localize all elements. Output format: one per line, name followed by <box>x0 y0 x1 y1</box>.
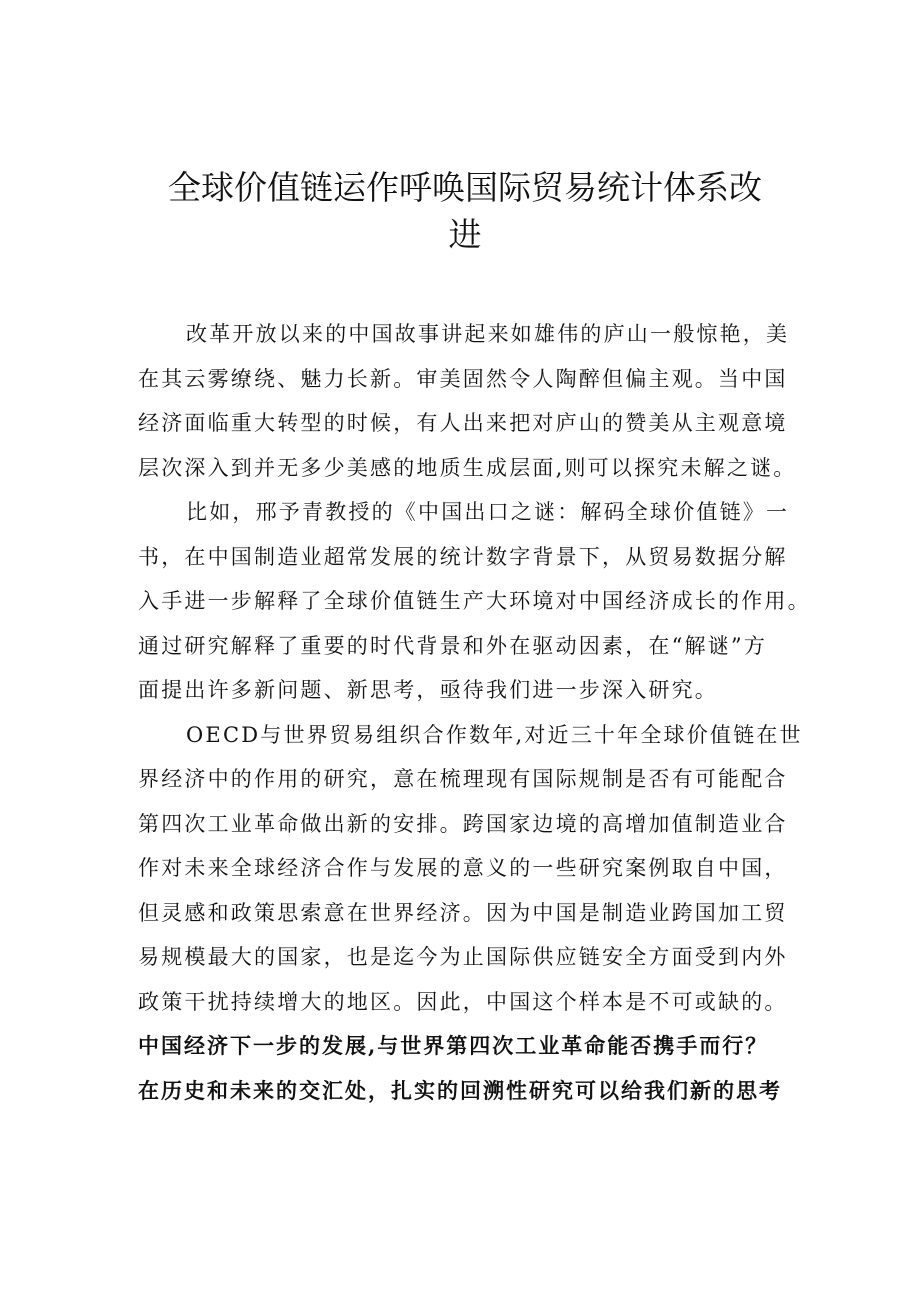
document-title <box>140 164 790 258</box>
paragraph-3-line-5: 但灵感和政策思索意在世界经济。因为中国是制造业跨国加工贸 <box>138 900 788 925</box>
paragraph-2-line-5: 面提出许多新问题、新思考，亟待我们进一步深入研究。 <box>138 678 718 702</box>
paragraph-2-line-2: 书，在中国制造业超常发展的统计数字背景下，从贸易数据分解 <box>138 544 788 569</box>
paragraph-1-line-1: 改革开放以来的中国故事讲起来如雄伟的庐山一般惊艳，美 <box>186 322 790 346</box>
paragraph-3-line-7: 政策干扰持续增大的地区。因此，中国这个样本是不可或缺的。 <box>138 989 788 1014</box>
paragraph-1-line-2: 在其云雾缭绕、魅力长新。审美固然令人陶醉但偏主观。当中国 <box>138 366 788 391</box>
paragraph-3-line-3: 第四次工业革命做出新的安排。跨国家边境的高增加值制造业合 <box>138 811 788 836</box>
paragraph-3-line-2: 界经济中的作用的研究，意在梳理现有国际规制是否有可能配合 <box>138 767 788 791</box>
document-body <box>138 312 810 1113</box>
title-line-2: 进 <box>448 215 482 254</box>
title-line-1: 全球价值链运作呼唤国际贸易统计体系改 <box>168 168 762 207</box>
paragraph-1-line-4: 层次深入到并无多少美感的地质生成层面,则可以探究未解之谜。 <box>138 455 797 480</box>
bold-line-2: 在历史和未来的交汇处，扎实的回溯性研究可以给我们新的思考 <box>138 1077 782 1103</box>
paragraph-1-line-3: 经济面临重大转型的时候，有人出来把对庐山的赞美从主观意境 <box>138 411 788 435</box>
paragraph-3-line-4: 作对未来全球经济合作与发展的意义的一些研究案例取自中国， <box>138 856 788 880</box>
paragraph-3-line-1: OECD与世界贸易组织合作数年,对近三十年全球价值链在世 <box>186 722 803 747</box>
bold-line-1: 中国经济下一步的发展,与世界第四次工业革命能否携手而行？ <box>138 1033 769 1058</box>
paragraph-2-line-3: 入手进一步解释了全球价值链生产大环境对中国经济成长的作用。 <box>138 589 811 613</box>
paragraph-2-line-1: 比如，邢予青教授的《中国出口之谜：解码全球价值链》一 <box>186 500 790 524</box>
paragraph-3-line-6: 易规模最大的国家，也是迄今为止国际供应链安全方面受到内外 <box>138 945 788 969</box>
paragraph-2-line-4: 通过研究解释了重要的时代背景和外在驱动因素，在“解谜”方 <box>138 633 768 658</box>
